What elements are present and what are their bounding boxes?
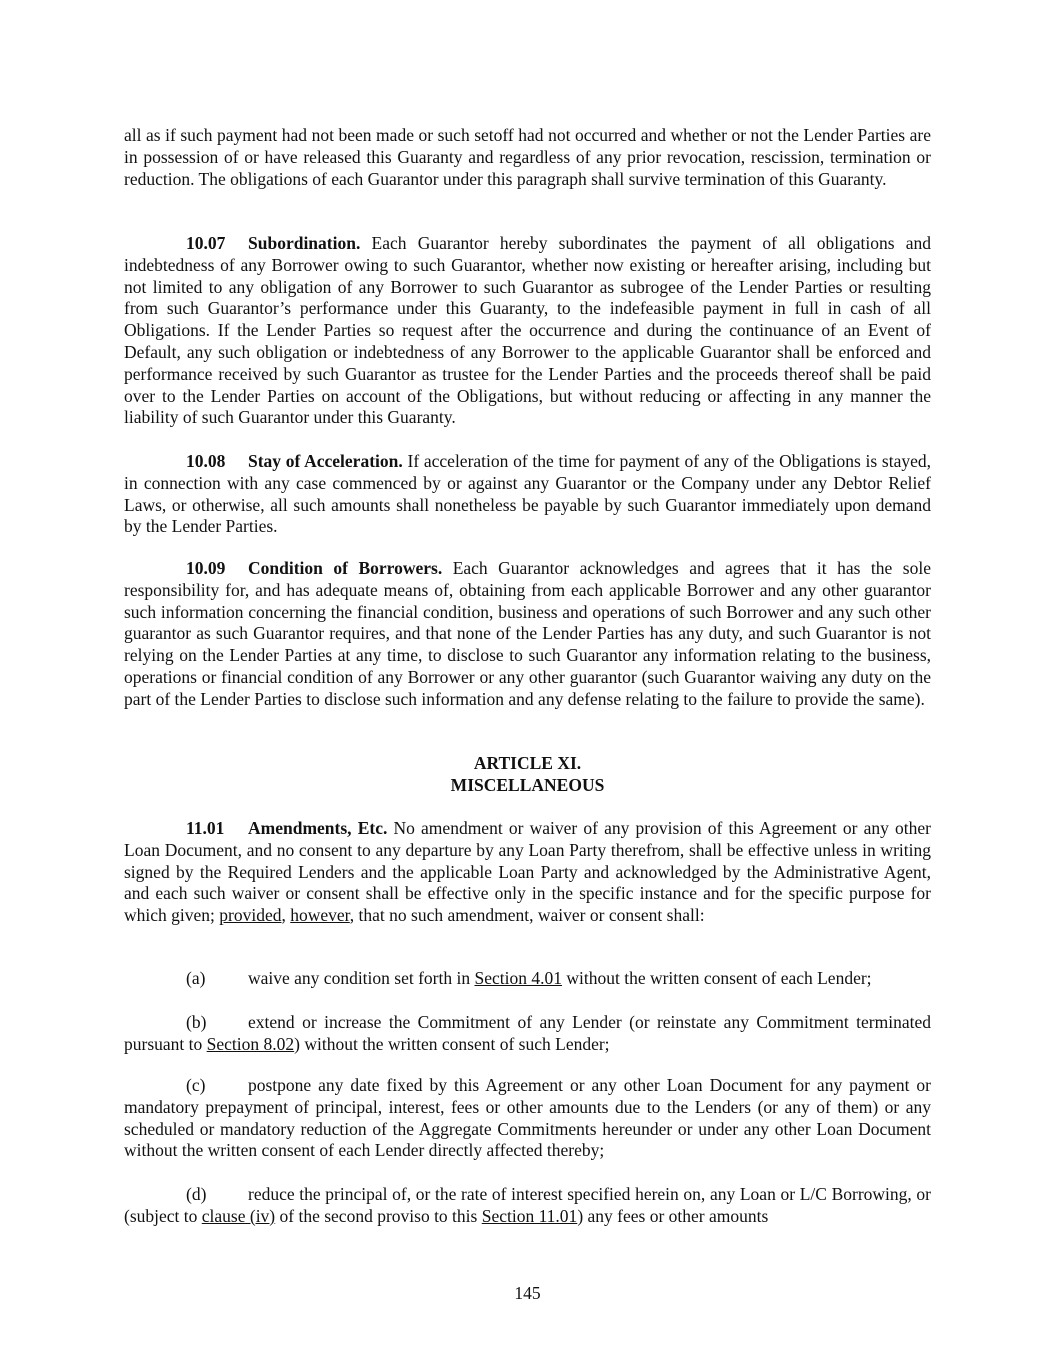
section-text: Each Guarantor hereby subordinates the payment of all obligations and indebtedness of any Borrower owing to such Guarantor, whether now existing or hereafter arising, including but not limited to any obligation of any Borrower to such Guarantor as subrogee of the Lender Parties or resulting from such Guarantor’s performance under this Guaranty, to the indefeasible payment in full in cash of all Obligations. If the Lender Parties so request after the occurrence and during the continuance of an Event of Default, any such obligation or indebtedness of any Borrower to the applicable Guarantor shall be enforced and performance received by such Guarantor as trustee for the Lender Parties and the proceeds thereof shall be paid over to the Lender Parties on account of the Obligations, but without reducing or affecting in any manner the liability of such Guarantor under this Guaranty. [124, 233, 932, 428]
section-11-01 [124, 818, 931, 927]
clause-reference: clause (iv) [201, 1205, 276, 1226]
comma: , [281, 905, 286, 926]
provided-term: provided [219, 905, 282, 926]
paragraph-text: all as if such payment had not been made or such setoff had not occurred and whether or not the Lender Parties are in possession of or have released this Guaranty and regardless of any prior revocation, rescission, termination or reduction. The obligations of each Guarantor under this paragraph shall survive termination of this Guaranty. [124, 125, 931, 189]
section-title: Condition of Borrowers. [248, 558, 443, 578]
section-title: Amendments, Etc. [248, 818, 388, 838]
section-10-09 [124, 558, 931, 711]
clause-text: postpone any date fixed by this Agreement or any other Loan Document for any payment or mandatory prepayment of principal, interest, fees or other amounts due to the Lenders (or any of them) or any scheduled or mandatory reduction of the Aggregate Commitments hereunder or under any other Loan Document without the written consent of each Lender directly affected thereby; [124, 1075, 931, 1161]
section-reference: Section 11.01 [481, 1205, 578, 1226]
section-text: Each Guarantor acknowledges and agrees that it has the sole responsibility for, and has adequate means of, obtaining from each applicable Borrower and any other guarantor such information concerning the financial condition, business and operations of such Borrower and any such other guarantor as such Guarantor requires, and that none of the Lender Parties has any duty, and such Guarantor is not relying on the Lender Parties at any time, to disclose to such Guarantor any information relating to the business, operations or financial condition of any Borrower or any other guarantor (such Guarantor waiving any duty on the part of the Lender Parties to disclose such information and any defense relating to the failure to provide the same). [124, 558, 931, 709]
section-10-07 [124, 233, 931, 429]
clause-a [124, 968, 931, 990]
continuation-paragraph [124, 125, 931, 190]
section-text: If acceleration of the time for payment of any of the Obligations is stayed, in connection with any case commenced by or against any Guarantor or the Company under any Debtor Relief Laws, or otherwise, all such amounts shall nonetheless be payable by such Guarantor immediately upon demand by the Lender Parties. [124, 451, 932, 537]
clause-b [124, 1012, 931, 1056]
section-reference: Section 4.01 [474, 968, 562, 988]
however-term: however [290, 905, 350, 926]
section-title: Stay of Acceleration. [248, 451, 403, 471]
article-heading [124, 753, 931, 797]
clause-label: (c) [186, 1075, 206, 1095]
section-reference: Section 8.02 [206, 1033, 295, 1054]
clause-label: (d) [186, 1184, 207, 1204]
clause-text-continued: without the written consent of each Lender; [566, 968, 872, 988]
clause-text: waive any condition set forth in [248, 968, 471, 988]
clause-text: extend or increase the Commitment of any Lender (or reinstate any Commitment terminated pursuant to [124, 1012, 931, 1054]
section-number: 10.09 [186, 558, 226, 578]
clause-label: (b) [186, 1012, 207, 1032]
section-text-continued: , that no such amendment, waiver or consent shall: [349, 905, 705, 926]
clause-text: reduce the principal of, or the rate of interest specified herein on, any Loan or L/C Borrowing, or (subject to [124, 1184, 931, 1226]
clause-text-continued: ) any fees or other amounts [577, 1205, 769, 1226]
clause-text-continued: ) without the written consent of such Lender; [294, 1033, 610, 1054]
clause-text-middle: of the second proviso to this [279, 1205, 478, 1226]
section-text: No amendment or waiver of any provision of this Agreement or any other Loan Document, and no consent to any departure by any Loan Party therefrom, shall be effective unless in writing signed by the Required Lenders and the applicable Loan Party and acknowledged by the Administrative Agent, and each such waiver or consent shall be effective only in the specific instance and for the specific purpose for which given; [124, 818, 931, 926]
section-title: Subordination. [248, 233, 361, 253]
section-number: 11.01 [186, 818, 225, 838]
clause-label: (a) [186, 968, 206, 988]
article-number: ARTICLE XI. [473, 753, 582, 773]
section-number: 10.08 [186, 451, 226, 471]
section-number: 10.07 [186, 233, 226, 253]
section-10-08 [124, 451, 931, 538]
article-title: MISCELLANEOUS [450, 774, 605, 795]
clause-d [124, 1184, 931, 1228]
clause-c [124, 1075, 931, 1162]
page-number: 145 [514, 1283, 541, 1303]
